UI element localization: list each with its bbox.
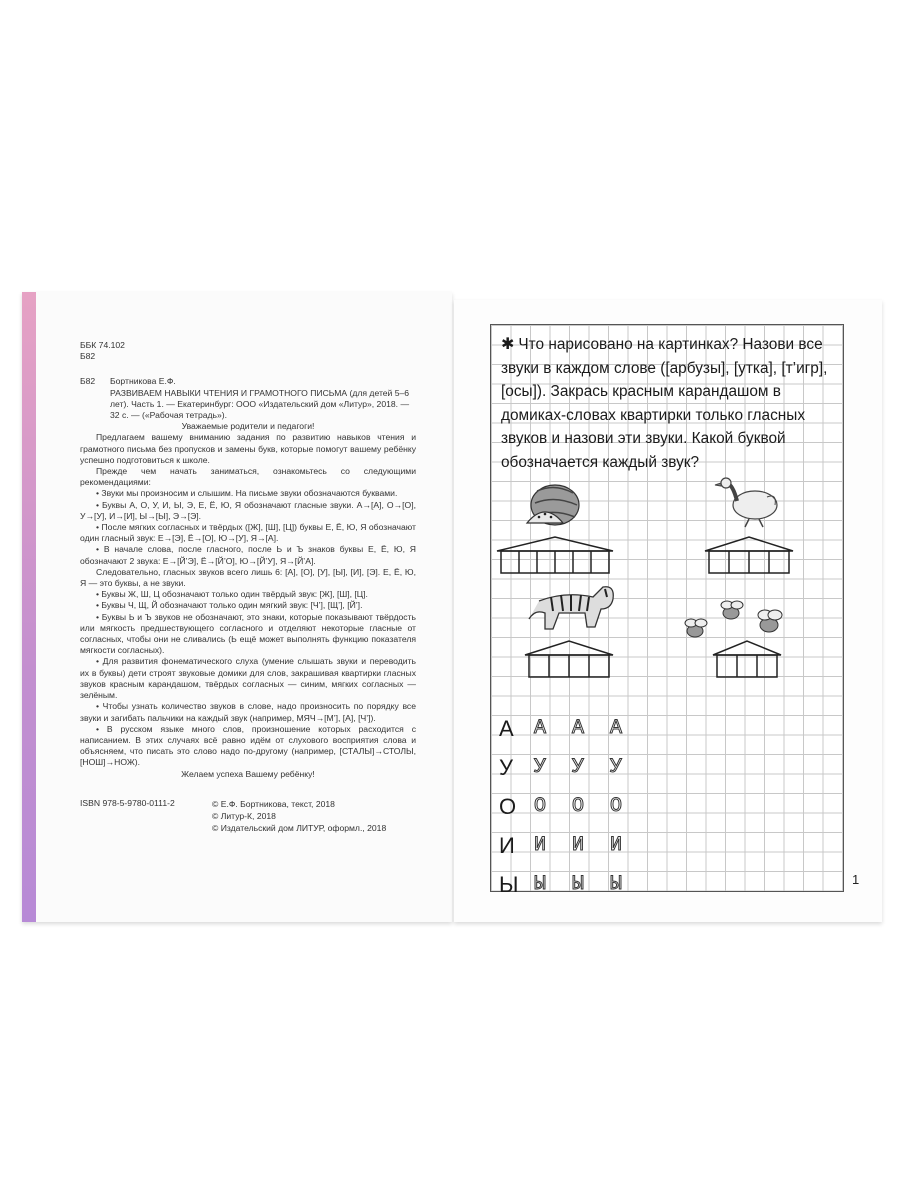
trace-letter[interactable]: Ы bbox=[533, 873, 546, 896]
paragraph: • Чтобы узнать количество звуков в слове, надо произносить по порядку все звуки и загибать пальчики на каждый звук (например, МЯЧ→[М’], [А], [Ч’]). bbox=[80, 701, 416, 723]
paragraph: • Буквы Ч, Щ, Й обозначают только один мягкий звук: [Ч’], [Щ’], [Й’]. bbox=[96, 600, 363, 611]
right-page bbox=[454, 300, 882, 922]
letter-row bbox=[499, 865, 635, 904]
sample-letter: О bbox=[499, 793, 517, 819]
paragraph: • В начале слова, после гласного, после Ь и Ъ знаков буквы Е, Ё, Ю, Я обозначают 2 звука: Е→[Й’Э], Ё→[Й’О], Ю→[Й’У], Я→[Й’А]. bbox=[80, 544, 416, 566]
page-number: 1 bbox=[852, 872, 860, 887]
trace-letter[interactable]: И bbox=[609, 834, 622, 857]
imprint-page-content bbox=[80, 340, 416, 834]
cover-edge-stripe bbox=[22, 292, 36, 922]
paragraph: • В русском языке много слов, произношение которых расходится с написанием. В этих случаях всё равно идём от слухового восприятия слова и объясняем, что писать это слово надо по-другому (например, [СТАЛЫ]→СТОЛЫ, [НОШ]→НОЖ). bbox=[80, 723, 416, 768]
copyright-line: © Издательский дом ЛИТУР, оформл., 2018 bbox=[212, 822, 387, 833]
trace-letter[interactable]: А bbox=[609, 717, 622, 740]
sound-house-duck bbox=[703, 535, 795, 579]
trace-letter[interactable]: О bbox=[609, 795, 622, 818]
trace-letter[interactable]: О bbox=[533, 795, 546, 818]
isbn-row bbox=[80, 798, 416, 834]
sound-house-watermelon bbox=[495, 535, 615, 579]
bbk-index: ББК 74.102 bbox=[80, 340, 125, 350]
trace-letter[interactable]: И bbox=[533, 834, 546, 857]
star-icon: ✱ bbox=[501, 336, 515, 353]
left-page bbox=[22, 292, 452, 922]
trace-letter[interactable]: У bbox=[609, 756, 622, 779]
letter-row bbox=[499, 748, 635, 787]
trace-letter[interactable]: У bbox=[571, 756, 584, 779]
paragraph: Следовательно, гласных звуков всего лишь 6: [А], [О], [У], [Ы], [И], [Э]. Е, Ё, Ю, Я — это буквы, а не звуки. bbox=[80, 566, 416, 589]
grid-paper bbox=[490, 324, 844, 897]
copyright-line: © Е.Ф. Бортникова, текст, 2018 bbox=[212, 798, 335, 809]
paragraph: • Буквы А, О, У, И, Ы, Э, Е, Ё, Ю, Я обозначают гласные звуки. А→[А], О→[О], У→[У], И→[И], Ы→[Ы], Э→[Э]. bbox=[80, 499, 416, 521]
trace-letter[interactable]: Ы bbox=[571, 873, 584, 896]
duck-icon bbox=[713, 473, 783, 531]
sound-house-wasps bbox=[711, 639, 783, 683]
trace-letter[interactable]: А bbox=[571, 717, 584, 740]
task-text: Что нарисовано на картинках? Назови все звуки в каждом слове ([арбузы], [утка], [т’игр], [осы]). Закрась красным карандашом в домиках-словах квартирки только гласных звуков и назови эти звуки. Какой буквой обозначается каждый звук? bbox=[501, 336, 828, 471]
letter-row bbox=[499, 826, 635, 865]
sample-letter: Ы bbox=[499, 871, 519, 897]
catalog-code: Б82 bbox=[80, 376, 96, 387]
trace-letter[interactable]: И bbox=[571, 834, 584, 857]
catalog-description: РАЗВИВАЕМ НАВЫКИ ЧТЕНИЯ И ГРАМОТНОГО ПИСЬМА (для детей 5–6 лет). Часть 1. — Екатеринбург: ООО «Издательский дом «Литур», 2018. — 32 с. — («Рабочая тетрадь»). bbox=[110, 387, 410, 421]
greeting: Уважаемые родители и педагоги! bbox=[181, 421, 315, 432]
closing-wish: Желаем успеха Вашему ребёнку! bbox=[181, 768, 315, 779]
watermelon-icon bbox=[523, 479, 583, 535]
paragraph: • Для развития фонематического слуха (умение слышать звуки и переводить их в буквы) дети строят звуковые домики для слов, закрашивая квартирки гласных звуков красным карандашом, твёрдых согласных — синим, мягких согласных — зелёным. bbox=[80, 656, 416, 701]
letter-row bbox=[499, 709, 635, 748]
author-code: Б82 bbox=[80, 351, 96, 362]
trace-letter[interactable]: У bbox=[533, 756, 546, 779]
letter-tracing bbox=[499, 709, 635, 904]
sample-letter: И bbox=[499, 832, 515, 858]
catalog-entry bbox=[80, 376, 416, 421]
paragraph: • После мягких согласных и твёрдых ([Ж], [Ш], [Ц]) буквы Е, Ё, Ю, Я обозначают один гласный звук: Е→[Э], Ё→[О], Ю→[У], Я→[А]. bbox=[80, 522, 416, 544]
trace-letter[interactable]: А bbox=[533, 717, 546, 740]
sound-house-tiger bbox=[523, 639, 615, 683]
trace-letter[interactable]: Ы bbox=[609, 873, 622, 896]
isbn: ISBN 978-5-9780-0111-2 bbox=[80, 797, 175, 808]
catalog-author: Бортникова Е.Ф. bbox=[110, 376, 176, 387]
paragraph: Предлагаем вашему вниманию задания по развитию навыков чтения и грамотного письма без пропусков и замены букв, которые помогут вашему ребёнку успешно подготовиться к школе. bbox=[80, 432, 416, 465]
tiger-icon bbox=[525, 579, 621, 639]
sample-letter: У bbox=[499, 754, 513, 780]
book-spread bbox=[22, 292, 882, 922]
paragraph: • Буквы Ж, Ш, Ц обозначают только один твёрдый звук: [Ж], [Ш], [Ц]. bbox=[96, 589, 368, 600]
paragraph: • Буквы Ь и Ъ звуков не обозначают, это знаки, которые показывают твёрдость или мягкость предшествующего согласного и отделяют некоторые гласные от согласных, чтобы они не сливались (Ь ещё может выполнять функцию показателя мягкости согласных). bbox=[80, 611, 416, 656]
paragraph: Прежде чем начать заниматься, ознакомьтесь со следующими рекомендациями: bbox=[80, 466, 416, 488]
task-instruction bbox=[501, 333, 837, 474]
letter-row bbox=[499, 787, 635, 826]
paragraph: • Звуки мы произносим и слышим. На письме звуки обозначаются буквами. bbox=[96, 488, 398, 499]
copyrights bbox=[212, 798, 386, 834]
copyright-line: © Литур-К, 2018 bbox=[212, 810, 276, 821]
sample-letter: А bbox=[499, 715, 514, 741]
trace-letter[interactable]: О bbox=[571, 795, 584, 818]
